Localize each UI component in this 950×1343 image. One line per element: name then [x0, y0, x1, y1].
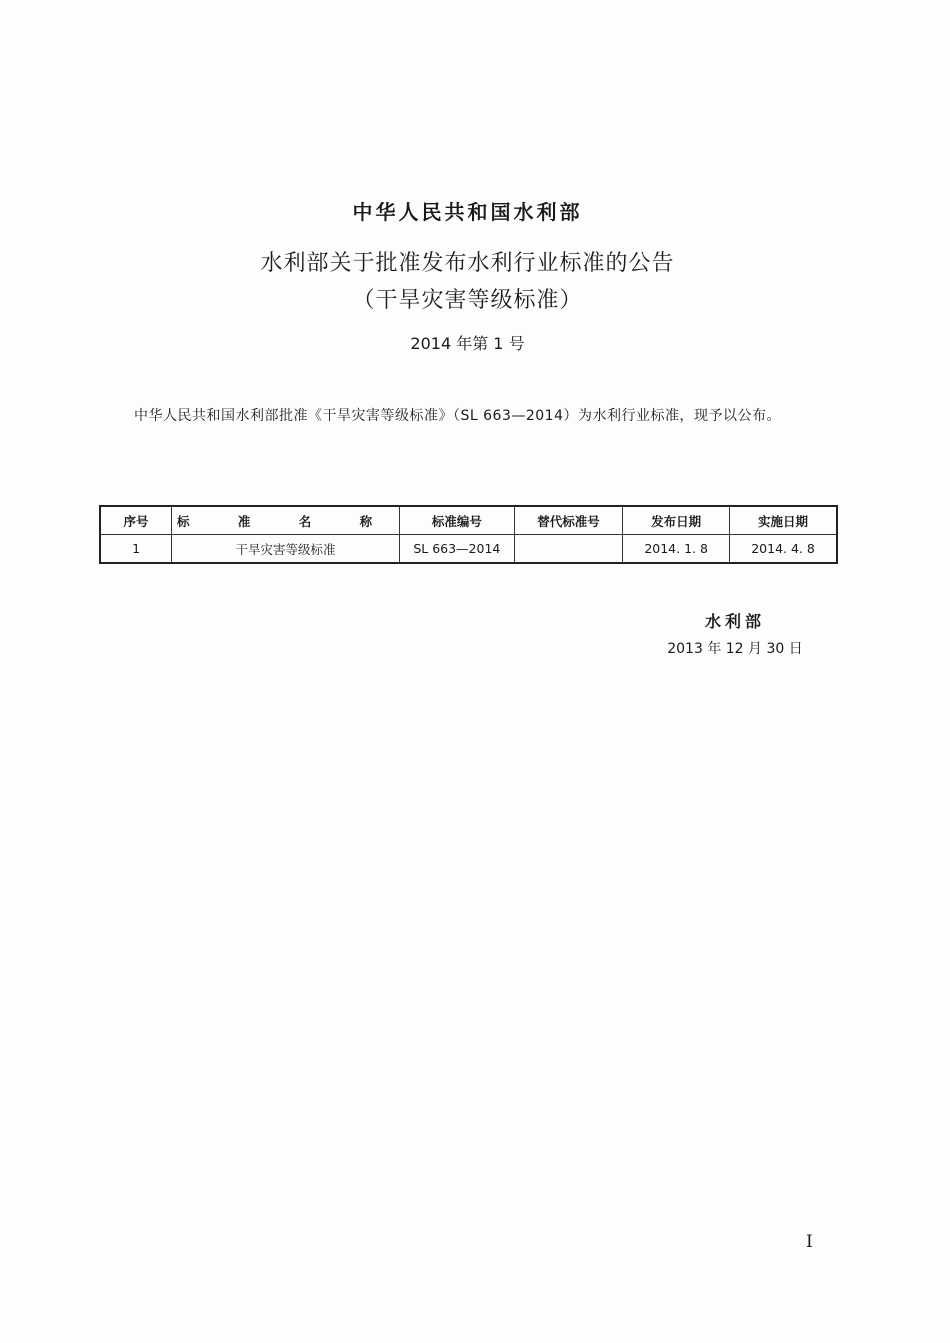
page-number: I	[806, 1232, 813, 1252]
cell-serial: 1	[100, 535, 172, 564]
announcement-title: 水利部关于批准发布水利行业标准的公告	[260, 251, 675, 276]
header-replaced-code: 替代标准号	[514, 506, 622, 535]
table-row	[100, 535, 837, 564]
cell-effective-date: 2014. 4. 8	[730, 535, 837, 564]
header-standard-name: 标 准 名 称	[172, 506, 400, 535]
header-publish-date: 发布日期	[623, 506, 730, 535]
cell-replaced-code	[514, 535, 622, 564]
cell-standard-name: 干旱灾害等级标准	[172, 535, 400, 564]
announcement-number: 2014 年第 1 号	[410, 334, 525, 353]
cell-publish-date: 2014. 1. 8	[623, 535, 730, 564]
header-standard-code: 标准编号	[400, 506, 515, 535]
header-effective-date: 实施日期	[730, 506, 837, 535]
issuing-authority: 中华人民共和国水利部	[352, 200, 583, 224]
signature: 水利部	[704, 612, 765, 631]
header-serial: 序号	[100, 506, 172, 535]
standards-table	[99, 505, 838, 564]
announcement-body: 中华人民共和国水利部批准《干旱灾害等级标准》（SL 663—2014）为水利行业标准，现予以公布。	[134, 408, 781, 424]
table-header-row	[100, 506, 837, 535]
announcement-subtitle: （干旱灾害等级标准）	[352, 288, 583, 313]
signature-date: 2013 年 12 月 30 日	[667, 641, 803, 657]
cell-standard-code: SL 663—2014	[400, 535, 515, 564]
